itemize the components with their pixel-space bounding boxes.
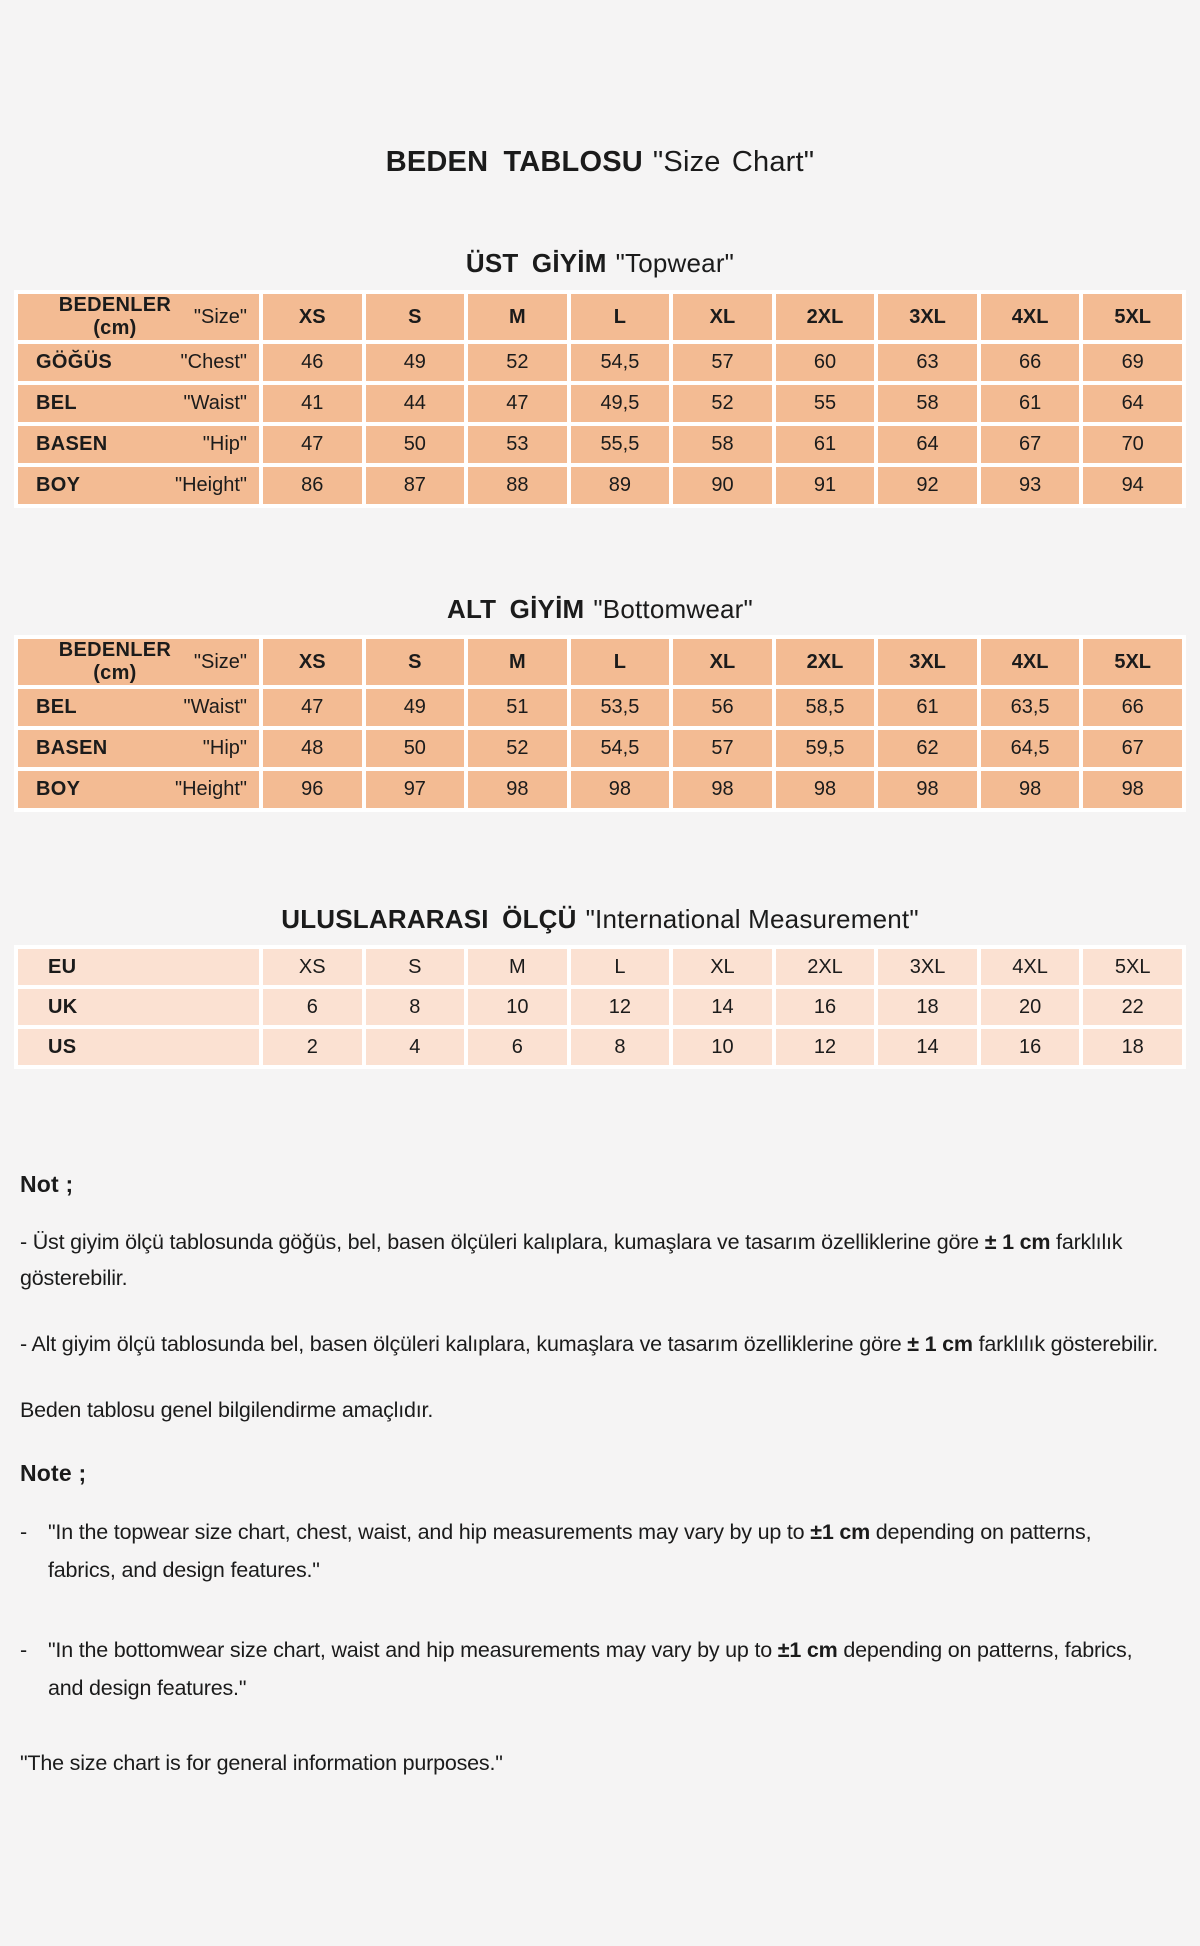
note-tr-topwear-text: - Üst giyim ölçü tablosunda göğüs, bel, basen ölçüleri kalıplara, kumaşlara ve tasarım özelliklerine göre xyxy=(20,1230,985,1254)
note-tr-bottomwear-bold: ± 1 cm xyxy=(907,1332,973,1356)
value-cell: 94 xyxy=(1081,465,1184,506)
bottomwear-heading-en: "Bottomwear" xyxy=(593,594,753,624)
value-cell: 66 xyxy=(979,342,1082,383)
note-en-bottomwear-bold: ±1 cm xyxy=(777,1638,838,1662)
bottomwear-heading-tr: ALT GİYİM xyxy=(447,594,585,624)
size-header-cell: M xyxy=(466,292,569,342)
table-row xyxy=(16,687,1184,728)
size-header-cell: XL xyxy=(671,637,774,687)
note-en-bottomwear-body xyxy=(48,1631,1178,1707)
value-cell: 10 xyxy=(466,987,569,1027)
table-row xyxy=(16,987,1184,1027)
row-label-cell xyxy=(16,292,261,342)
value-cell: 47 xyxy=(466,383,569,424)
row-label-cell xyxy=(16,424,261,465)
value-cell: 98 xyxy=(466,769,569,810)
size-header-cell: S xyxy=(364,292,467,342)
value-cell: 14 xyxy=(671,987,774,1027)
value-cell: 91 xyxy=(774,465,877,506)
page-title-sub: "Size Chart" xyxy=(652,146,815,178)
value-cell: 98 xyxy=(671,769,774,810)
row-label-turkish: US xyxy=(48,1035,77,1058)
value-cell: XL xyxy=(671,947,774,987)
page-title xyxy=(0,146,1200,179)
row-label-english: "Waist" xyxy=(183,696,247,718)
value-cell: 50 xyxy=(364,424,467,465)
value-cell: 92 xyxy=(876,465,979,506)
note-en-topwear xyxy=(20,1513,1178,1589)
value-cell: 49 xyxy=(364,342,467,383)
value-cell: 61 xyxy=(774,424,877,465)
row-label-cell xyxy=(16,687,261,728)
value-cell: 98 xyxy=(774,769,877,810)
table-row xyxy=(16,465,1184,506)
note-tr-topwear xyxy=(20,1224,1178,1296)
value-cell: 98 xyxy=(876,769,979,810)
note-en-bottomwear-tail: depending on patterns, fabrics, and design features." xyxy=(48,1638,1133,1700)
size-chart-page xyxy=(0,146,1200,1946)
size-header-cell: 2XL xyxy=(774,637,877,687)
value-cell: 53,5 xyxy=(569,687,672,728)
table-row xyxy=(16,342,1184,383)
value-cell: 52 xyxy=(671,383,774,424)
value-cell: 5XL xyxy=(1081,947,1184,987)
row-label-cell xyxy=(16,637,261,687)
value-cell: 57 xyxy=(671,728,774,769)
value-cell: 8 xyxy=(569,1027,672,1067)
value-cell: 52 xyxy=(466,728,569,769)
row-label-turkish: GÖĞÜS xyxy=(36,351,112,373)
value-cell: 67 xyxy=(979,424,1082,465)
size-header-cell: L xyxy=(569,292,672,342)
row-label-turkish: BASEN xyxy=(36,433,108,455)
value-cell: 63 xyxy=(876,342,979,383)
row-label-english: "Chest" xyxy=(180,351,247,373)
row-label-cell xyxy=(16,728,261,769)
row-label-cell xyxy=(16,383,261,424)
page-title-main: BEDEN TABLOSU xyxy=(385,146,643,178)
value-cell: 14 xyxy=(876,1027,979,1067)
note-en-topwear-tail: depending on patterns, fabrics, and design features." xyxy=(48,1520,1092,1582)
size-header-cell: 2XL xyxy=(774,292,877,342)
value-cell: 52 xyxy=(466,342,569,383)
value-cell: 12 xyxy=(774,1027,877,1067)
size-header-cell: 5XL xyxy=(1081,292,1184,342)
value-cell: 96 xyxy=(261,769,364,810)
value-cell: 12 xyxy=(569,987,672,1027)
table-row xyxy=(16,1027,1184,1067)
size-header-cell: 3XL xyxy=(876,637,979,687)
size-header-cell: XS xyxy=(261,637,364,687)
size-header-cell: XL xyxy=(671,292,774,342)
value-cell: 90 xyxy=(671,465,774,506)
value-cell: 44 xyxy=(364,383,467,424)
size-header-cell: S xyxy=(364,637,467,687)
row-label-turkish: BEDENLER (cm) xyxy=(58,294,172,339)
international-table xyxy=(14,945,1186,1069)
value-cell: 56 xyxy=(671,687,774,728)
bottomwear-heading xyxy=(0,594,1200,625)
value-cell: 4 xyxy=(364,1027,467,1067)
value-cell: 64 xyxy=(1081,383,1184,424)
value-cell: 64,5 xyxy=(979,728,1082,769)
size-header-cell: 5XL xyxy=(1081,637,1184,687)
value-cell: 61 xyxy=(979,383,1082,424)
topwear-heading xyxy=(0,248,1200,279)
value-cell: 86 xyxy=(261,465,364,506)
row-label-english: "Hip" xyxy=(202,737,247,759)
value-cell: 6 xyxy=(466,1027,569,1067)
value-cell: S xyxy=(364,947,467,987)
note-en-bottomwear-text: "In the bottomwear size chart, waist and hip measurements may vary by up to xyxy=(48,1638,778,1662)
value-cell: 66 xyxy=(1081,687,1184,728)
note-tr-topwear-bold: ± 1 cm xyxy=(984,1230,1051,1254)
value-cell: 63,5 xyxy=(979,687,1082,728)
row-label-cell xyxy=(16,769,261,810)
value-cell: 2XL xyxy=(774,947,877,987)
table-row xyxy=(16,769,1184,810)
value-cell: 2 xyxy=(261,1027,364,1067)
value-cell: 16 xyxy=(979,1027,1082,1067)
notes-turkish-section xyxy=(20,1171,1178,1776)
row-label-cell xyxy=(16,465,261,506)
notes-en-heading: Note ; xyxy=(20,1460,87,1486)
row-label-english: "Hip" xyxy=(202,433,247,455)
row-label-turkish: BOY xyxy=(36,474,81,496)
value-cell: 55 xyxy=(774,383,877,424)
note-tr-bottomwear-text: - Alt giyim ölçü tablosunda bel, basen ölçüleri kalıplara, kumaşlara ve tasarım özelliklerine göre xyxy=(20,1332,908,1356)
value-cell: 58 xyxy=(876,383,979,424)
value-cell: 3XL xyxy=(876,947,979,987)
note-tr-topwear-tail: farklılık gösterebilir. xyxy=(20,1230,1123,1290)
value-cell: 49 xyxy=(364,687,467,728)
value-cell: 87 xyxy=(364,465,467,506)
row-label-cell xyxy=(16,1027,261,1067)
row-label-turkish: UK xyxy=(48,995,78,1018)
value-cell: 89 xyxy=(569,465,672,506)
value-cell: 6 xyxy=(261,987,364,1027)
size-header-cell: M xyxy=(466,637,569,687)
row-label-english: "Height" xyxy=(174,778,247,800)
value-cell: 51 xyxy=(466,687,569,728)
row-label-english: "Size" xyxy=(193,650,247,673)
bottomwear-table xyxy=(14,635,1186,812)
note-en-topwear-bold: ±1 cm xyxy=(810,1520,871,1544)
notes-tr-heading: Not ; xyxy=(20,1171,74,1197)
size-header-cell: L xyxy=(569,637,672,687)
value-cell: 16 xyxy=(774,987,877,1027)
value-cell: 62 xyxy=(876,728,979,769)
row-label-cell xyxy=(16,947,261,987)
value-cell: M xyxy=(466,947,569,987)
value-cell: 61 xyxy=(876,687,979,728)
value-cell: 22 xyxy=(1081,987,1184,1027)
value-cell: 48 xyxy=(261,728,364,769)
value-cell: 53 xyxy=(466,424,569,465)
notes-en-footer: "The size chart is for general information purposes." xyxy=(20,1751,503,1775)
topwear-heading-tr: ÜST GİYİM xyxy=(465,248,607,278)
row-label-turkish: BOY xyxy=(36,778,81,800)
value-cell: 18 xyxy=(1081,1027,1184,1067)
size-header-cell: 4XL xyxy=(979,292,1082,342)
notes-tr-footer: Beden tablosu genel bilgilendirme amaçlıdır. xyxy=(20,1398,434,1422)
value-cell: 54,5 xyxy=(569,342,672,383)
value-cell: 58,5 xyxy=(774,687,877,728)
note-en-bottomwear xyxy=(20,1631,1178,1707)
row-label-cell xyxy=(16,342,261,383)
value-cell: 98 xyxy=(1081,769,1184,810)
table-header-row xyxy=(16,637,1184,687)
note-tr-bottomwear xyxy=(20,1326,1178,1362)
row-label-turkish: BEL xyxy=(36,696,77,718)
value-cell: 20 xyxy=(979,987,1082,1027)
value-cell: 57 xyxy=(671,342,774,383)
bullet-dash: - xyxy=(20,1638,27,1662)
value-cell: 41 xyxy=(261,383,364,424)
table-header-row xyxy=(16,292,1184,342)
value-cell: 98 xyxy=(569,769,672,810)
bullet-dash: - xyxy=(20,1520,27,1544)
row-label-turkish: EU xyxy=(48,955,77,978)
value-cell: 69 xyxy=(1081,342,1184,383)
table-row xyxy=(16,728,1184,769)
international-heading xyxy=(0,904,1200,935)
value-cell: 93 xyxy=(979,465,1082,506)
topwear-table xyxy=(14,290,1186,508)
value-cell: 4XL xyxy=(979,947,1082,987)
value-cell: 49,5 xyxy=(569,383,672,424)
value-cell: 47 xyxy=(261,424,364,465)
value-cell: 8 xyxy=(364,987,467,1027)
value-cell: 10 xyxy=(671,1027,774,1067)
value-cell: 64 xyxy=(876,424,979,465)
row-label-english: "Waist" xyxy=(183,392,247,414)
note-tr-bottomwear-tail: farklılık gösterebilir. xyxy=(972,1332,1158,1356)
value-cell: 98 xyxy=(979,769,1082,810)
value-cell: 58 xyxy=(671,424,774,465)
table-row xyxy=(16,424,1184,465)
size-header-cell: XS xyxy=(261,292,364,342)
topwear-heading-en: "Topwear" xyxy=(615,248,735,278)
value-cell: 59,5 xyxy=(774,728,877,769)
size-header-cell: 3XL xyxy=(876,292,979,342)
value-cell: 46 xyxy=(261,342,364,383)
international-heading-en: "International Measurement" xyxy=(585,904,919,934)
value-cell: 67 xyxy=(1081,728,1184,769)
value-cell: 60 xyxy=(774,342,877,383)
value-cell: 18 xyxy=(876,987,979,1027)
row-label-cell xyxy=(16,987,261,1027)
value-cell: 55,5 xyxy=(569,424,672,465)
value-cell: 47 xyxy=(261,687,364,728)
value-cell: 70 xyxy=(1081,424,1184,465)
value-cell: L xyxy=(569,947,672,987)
table-row xyxy=(16,383,1184,424)
row-label-english: "Size" xyxy=(193,305,247,328)
international-heading-tr: ULUSLARARASI ÖLÇÜ xyxy=(281,904,577,934)
row-label-turkish: BASEN xyxy=(36,737,108,759)
value-cell: 50 xyxy=(364,728,467,769)
note-en-topwear-text: "In the topwear size chart, chest, waist, and hip measurements may vary by up to xyxy=(48,1520,811,1544)
row-label-turkish: BEL xyxy=(36,392,77,414)
value-cell: 54,5 xyxy=(569,728,672,769)
table-row xyxy=(16,947,1184,987)
value-cell: 88 xyxy=(466,465,569,506)
value-cell: 97 xyxy=(364,769,467,810)
row-label-turkish: BEDENLER (cm) xyxy=(58,639,172,684)
value-cell: XS xyxy=(261,947,364,987)
note-en-topwear-body xyxy=(48,1513,1178,1589)
row-label-english: "Height" xyxy=(174,474,247,496)
size-header-cell: 4XL xyxy=(979,637,1082,687)
